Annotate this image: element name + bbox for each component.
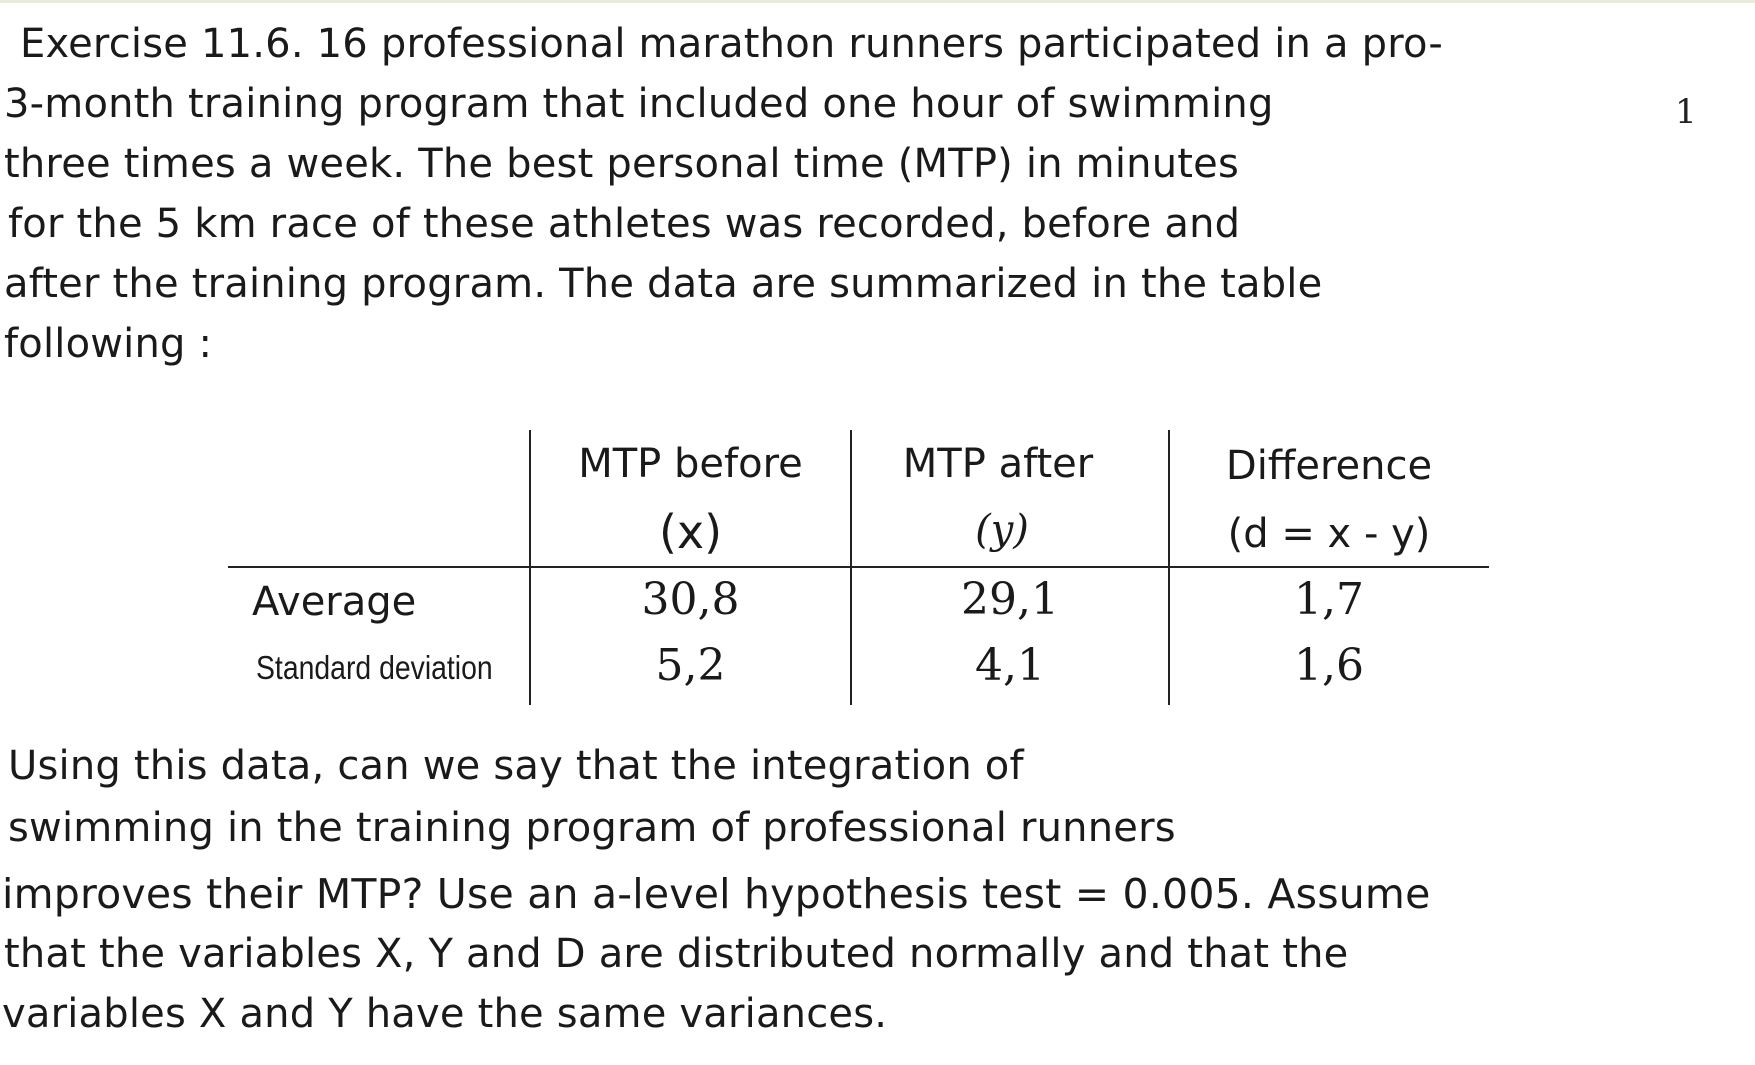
exercise-line-2: 3-month training program that included one hour of swimming [4, 81, 1274, 127]
exercise-line-6: following : [4, 321, 213, 367]
exercise-line-3: three times a week. The best personal time (MTP) in minutes [4, 141, 1239, 187]
cell-average-before: 30,8 [641, 574, 740, 625]
question-line-3: improves their MTP? Use an a-level hypothesis test = 0.005. Assume [2, 870, 1431, 918]
col-header-difference: Difference [1225, 443, 1433, 489]
col-header-after: MTP after [902, 441, 1094, 487]
table-header-rule [228, 566, 1489, 568]
col-subheader-before: (x) [658, 505, 723, 559]
summary-table [228, 430, 1488, 710]
exercise-line-5: after the training program. The data are summarized in the table [4, 261, 1323, 307]
cell-sd-after: 4,1 [975, 640, 1045, 691]
margin-mark: 1 [1675, 92, 1697, 132]
question-line-4: that the variables X, Y and D are distributed normally and that the [4, 931, 1349, 977]
col-subheader-after: (y) [975, 507, 1029, 553]
exercise-line-1: Exercise 11.6. 16 professional marathon runners participated in a pro- [20, 21, 1444, 67]
cell-sd-before: 5,2 [655, 640, 726, 691]
col-header-before: MTP before [578, 441, 803, 487]
cell-average-difference: 1,7 [1294, 574, 1364, 625]
question-line-5: variables X and Y have the same variances. [2, 991, 888, 1037]
cell-average-after: 29,1 [961, 574, 1059, 625]
question-line-2: swimming in the training program of professional runners [8, 805, 1176, 851]
table-rule-tail [1460, 566, 1486, 568]
row-label-average: Average [252, 579, 417, 625]
col-subheader-difference: (d = x - y) [1227, 511, 1431, 557]
row-label-standard-deviation: Standard deviation [256, 649, 493, 686]
top-border [0, 0, 1755, 3]
cell-sd-difference: 1,6 [1294, 640, 1364, 691]
exercise-line-4: for the 5 km race of these athletes was recorded, before and [8, 201, 1241, 247]
question-line-1: Using this data, can we say that the integration of [8, 743, 1024, 789]
